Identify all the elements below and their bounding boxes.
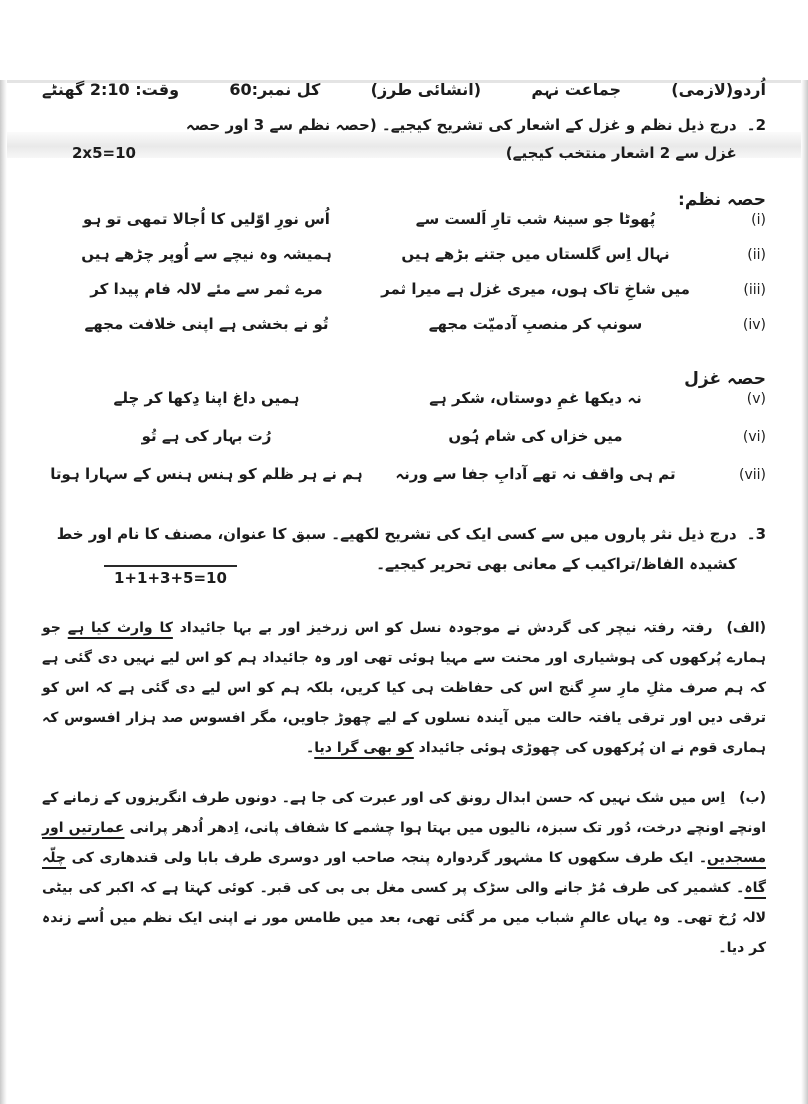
couplet-number-text: (vii) bbox=[739, 467, 766, 483]
question-2-text: درج ذیل نظم و غزل کے اشعار کی تشریح کیجیے۔ (حصہ نظم سے 3 اور حصہ غزل سے 2 اشعار منتخب کیجیے) bbox=[185, 116, 737, 162]
couplet-number-text: (ii) bbox=[747, 247, 766, 263]
couplet-number-text: (iii) bbox=[743, 282, 766, 298]
passage-be bbox=[42, 783, 766, 963]
couplet-first-hemistich: سونپ کر منصبِ آدمیّت مجھے bbox=[428, 315, 643, 333]
passage-alif-underlined-1: کا وارث کیا ہے bbox=[67, 620, 173, 636]
passage-be-label bbox=[739, 790, 766, 806]
page-edge-left bbox=[0, 80, 7, 1104]
couplet-second-hemistich: تُو نے بخشی ہے اپنی خلافت مجھے bbox=[84, 315, 329, 333]
couplet-number-text: (vi) bbox=[742, 429, 766, 445]
couplet-row-iii bbox=[42, 280, 766, 315]
couplet-second-hemistich: ہمیشہ وہ نیچے سے اُوپر چڑھے ہیں bbox=[81, 245, 332, 263]
total-marks: کل نمبر:60 bbox=[229, 80, 321, 99]
passage-alif bbox=[42, 613, 766, 763]
couplet-first-hemistich: نہ دیکھا غمِ دوستاں، شکر ہے bbox=[429, 389, 642, 407]
question-2-marks: 2x5=10 bbox=[72, 144, 136, 162]
couplet-number-text: (i) bbox=[751, 212, 766, 228]
exam-paper-sheet bbox=[0, 80, 808, 963]
passage-alif-underlined-2: کو بھی گرا دیا bbox=[314, 740, 414, 756]
passage-be-underlined-1: عمارتیں اور مسجدیں bbox=[42, 820, 766, 866]
question-3-block bbox=[42, 519, 766, 587]
section-heading-nazm: حصہ نظم: bbox=[678, 190, 766, 210]
couplet-number bbox=[700, 317, 766, 333]
couplet-number bbox=[700, 212, 766, 228]
couplet-number bbox=[700, 467, 766, 483]
couplet-row-ii bbox=[42, 245, 766, 280]
question-3-text: درج ذیل نثر پاروں میں سے کسی ایک کی تشریح لکھیے۔ سبق کا عنوان، مصنف کا نام اور خط کشیدہ الفاظ/تراکیب کے معانی بھی تحریر کیجیے۔ bbox=[56, 525, 737, 573]
couplet-first-hemistich: میں خزاں کی شام ہُوں bbox=[448, 427, 623, 445]
couplet-second-hemistich: ہمیں داغ اپنا دِکھا کر چلے bbox=[113, 389, 300, 407]
passage-be-label-text: (ب) bbox=[739, 790, 766, 806]
passage-be-segment-1: اِس میں شک نہیں کہ حسن ابدال رونق کی اور عبرت کی جا ہے۔ دونوں طرف انگریزوں کے زمانے کے اونچے اونچے درخت، دُور تک سبزہ، نالیوں میں بہتا ہوا چشمے کا شفاف پانی، اِدھر اُدھر پرانی bbox=[42, 790, 766, 836]
couplet-first-hemistich: میں شاخِ تاک ہوں، میری غزل ہے میرا ثمر bbox=[381, 280, 690, 298]
couplet-first-hemistich: پُھوٹا جو سینۂ شب تارِ اَلست سے bbox=[415, 210, 656, 228]
paper-header bbox=[42, 80, 766, 99]
question-3-marks: 1+1+3+5=10 bbox=[104, 565, 237, 587]
nazm-couplets-list bbox=[42, 210, 766, 350]
question-3-number: 3۔ bbox=[746, 525, 766, 543]
couplet-number bbox=[700, 391, 766, 407]
couplet-row-vii bbox=[42, 465, 766, 503]
passage-be-segment-3: ۔ کشمیر کی طرف مُڑ جانے والی سڑک پر کسی مغل بی بی کی قبر۔ کوئی کہتا ہے کہ اکبر کی بیٹی لالہ رُخ تھی۔ وہ یہاں عالمِ شباب میں مر گئی تھی، بعد میں طامس مور نے اپنی ایک نظم میں اُسے زندہ کر دیا۔ bbox=[42, 880, 766, 956]
couplet-row-v bbox=[42, 389, 766, 427]
class-name: جماعت نہم bbox=[531, 80, 621, 99]
ghazal-couplets-list bbox=[42, 389, 766, 503]
time-allowed: وقت: 2:10 گھنٹے bbox=[42, 80, 180, 99]
question-2 bbox=[42, 111, 766, 167]
passage-alif-segment-2: جو ہمارے پُرکھوں کی ہوشیاری اور محنت سے مہیا ہوئی تھی اور وہ جائیداد ہم کو اس لیے نہیں دی گئی ہے کہ ہم صرف مثلِ مارِ سرِ گنج اس کی حفاظت ہی کیا کریں، بلکہ ہم کو اس لیے دی گئی ہے کہ اس کو ترقی دیں اور ترقی یافتہ حالت میں آیندہ نسلوں کے لیے چھوڑ جاویں، مگر افسوس صد ہزار افسوس کہ ہماری قوم نے ان پُرکھوں کی چھوڑی ہوئی جائیداد bbox=[42, 620, 766, 756]
couplet-second-hemistich: رُت بہار کی ہے تُو bbox=[141, 427, 272, 445]
couplet-number-text: (v) bbox=[746, 391, 766, 407]
subject-title: اُردو(لازمی) bbox=[671, 80, 766, 99]
passage-be-segment-2: ۔ ایک طرف سکھوں کا مشہور گردوارہ پنجہ صاحب اور دوسری طرف بابا ولی قندھاری کی bbox=[66, 850, 708, 866]
couplet-number bbox=[700, 429, 766, 445]
couplet-number bbox=[700, 282, 766, 298]
passage-be-underlined-2: چلّہ گاہ bbox=[42, 850, 766, 896]
couplet-second-hemistich: مرے ثمر سے مئے لالہ فام پیدا کر bbox=[90, 280, 323, 298]
couplet-first-hemistich: تم ہی واقف نہ تھے آدابِ جفا سے ورنہ bbox=[395, 465, 676, 483]
section-heading-ghazal: حصہ غزل bbox=[684, 369, 766, 389]
couplet-number bbox=[700, 247, 766, 263]
couplet-second-hemistich: اُس نورِ اوّلیں کا اُجالا تمھی تو ہو bbox=[83, 210, 330, 228]
couplet-row-vi bbox=[42, 427, 766, 465]
couplet-row-iv bbox=[42, 315, 766, 350]
couplet-number-text: (iv) bbox=[742, 317, 766, 333]
couplet-second-hemistich: ہم نے ہر ظلم کو ہنس ہنس کے سہارا ہوتا bbox=[50, 465, 363, 483]
paper-type: (انشائی طرز) bbox=[370, 80, 482, 99]
passage-alif-label bbox=[726, 620, 766, 636]
page-edge-right bbox=[801, 80, 808, 1104]
couplet-row-i bbox=[42, 210, 766, 245]
passage-alif-segment-3: ۔ bbox=[306, 740, 315, 756]
passage-alif-segment-1: رفتہ رفتہ نیچر کی گردش نے موجودہ نسل کو اس زرخیز اور بے بہا جائیداد bbox=[172, 620, 713, 636]
question-2-number: 2۔ bbox=[746, 116, 766, 134]
couplet-first-hemistich: نہال اِس گلستاں میں جتنے بڑھے ہیں bbox=[401, 245, 670, 263]
passage-alif-label-text: (الف) bbox=[726, 620, 766, 636]
